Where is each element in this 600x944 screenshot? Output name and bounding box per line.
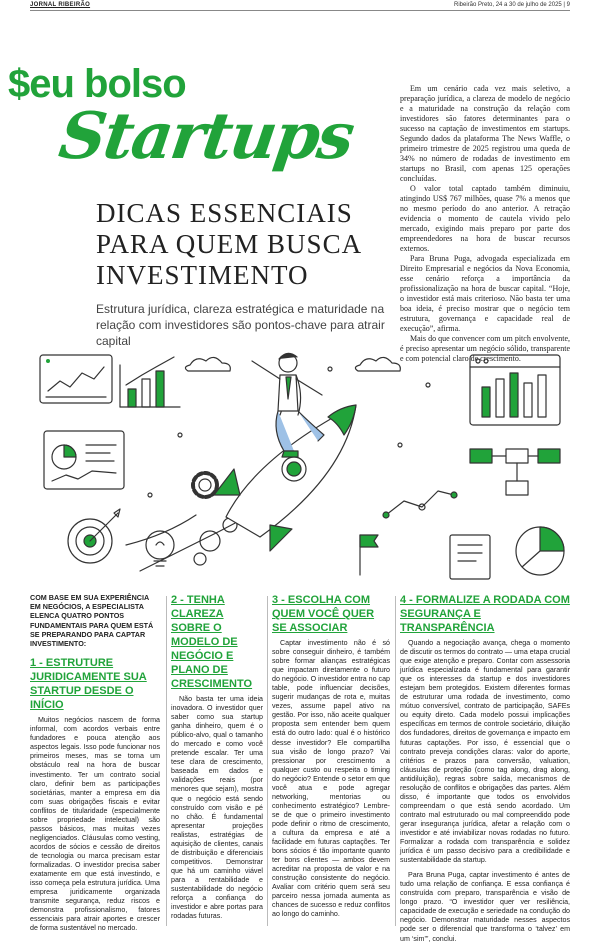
column-4 xyxy=(400,593,570,944)
column-body: Para Bruna Puga, captar investimento é antes de tudo uma relação de confiança. E essa confiança é construída com preparo, transparência e visão de longo prazo. “O investidor quer ver resiliência, capacidade de execução e seriedade na condução do negócio. Demonstrar maturidade nesses aspectos pode ser o diferencial que transforma o ‘talvez’ em um ‘sim’”, conclui. xyxy=(400,871,570,943)
headline-line: PARA QUEM BUSCA xyxy=(96,229,363,259)
kicker-title: Startups xyxy=(54,99,358,174)
column-divider xyxy=(395,596,396,926)
headline xyxy=(96,198,416,291)
column-divider xyxy=(267,596,268,926)
intro-text: COM BASE EM SUA EXPERIÊNCIA EM NEGÓCIOS, A ESPECIALISTA ELENCA QUATRO PONTOS FUNDAMENTAIS PARA QUEM ESTÁ SE PREPARANDO PARA CAPTAR INVESTIMENTO: xyxy=(30,593,154,649)
lead-paragraph: Para Bruna Puga, advogada especializada em Direito Empresarial e negócios da Nova Economia, esse cenário reforça a importância da profissionalização na hora de buscar capital. “Hoje, o investidor está mais criterioso. Não basta ter uma boa ideia, é preciso mostrar que o negócio tem estrutura, governança e capacidade real de execução”, afirma. xyxy=(400,254,570,333)
browser-window-icon xyxy=(470,355,560,425)
pie-chart-icon xyxy=(516,527,564,575)
column-heading: 4 - FORMALIZE A RODADA COM SEGURANÇA E TRANSPARÊNCIA xyxy=(400,594,570,634)
column-body: Quando a negociação avança, chega o momento de discutir os termos do contrato — uma etapa crucial que exige atenção e preparo. Contar com assessoria jurídica especializada é fundamental para garantir que os interesses da startup e dos investidores estejam bem protegidos. Existem diferentes formas de estruturar uma rodada de investimento, como mútuo conversível, contrato de participação, SAFEs ou equity direto. Cada modelo possui implicações específicas em termos de controle societário, diluição dos fundadores, direitos de governança e impacto em futuras captações. Por isso, é essencial que o contrato preveja condições claras: valor do aporte, critérios e prazos para conversão, valuation, cláusulas de proteção (como tag along, drag along, antidiluição), regras sobre saída, mecanismos de resolução de conflitos e obrigações das partes. Além disso, é importante que todos os envolvidos compreendam o que está sendo acordado. Um contrato mal estruturado ou mal compreendido pode gerar insegurança jurídica, afetar a relação com o investidor e até inviabilizar novas rodadas no futuro. Formalizar a rodada com transparência e solidez jurídica é um passo decisivo para a credibilidade e sustentabilidade da startup. xyxy=(400,639,570,865)
column-1 xyxy=(30,593,160,933)
header-rule xyxy=(30,10,570,11)
headline-line: DICAS ESSENCIAIS xyxy=(96,198,353,228)
column-heading: 1 - ESTRUTURE JURIDICAMENTE SUA STARTUP DESDE O INÍCIO xyxy=(30,657,147,712)
cloud-icon xyxy=(185,357,230,371)
column-body: Captar investimento não é só sobre conseguir dinheiro, é também sobre formar alianças estratégicas que impactam diretamente o futuro do negócio. O investidor entra no cap table, pode influenciar decisões, sugerir mudanças de rota e, muitas vezes, assume papel ativo na gestão. Por isso, não aceite qualquer proposta sem entender bem quem está do outro lado: qual é o histórico desse investidor? Ele compartilha sua visão de longo prazo? Vai pressionar por crescimento a qualquer custo ou respeita o timing do negócio? Entende o setor em que você atua e pode agregar networking, mentorias ou conhecimento estratégico? Lembre-se de que o primeiro investimento pode definir o ritmo de crescimento, a cultura da empresa e até a facilidade em futuras captações. Ter bons sócios é tão importante quanto ter bons clientes — ambos devem acreditar na proposta de valor e na construção consistente do negócio. Avaliar com critério quem será seu parceiro nessa jornada aumenta as chances de sucesso e reduz conflitos ao longo do caminho. xyxy=(272,639,390,919)
flowchart-icon xyxy=(470,449,560,495)
chart-window-icon xyxy=(40,355,112,403)
date-page: Ribeirão Preto, 24 a 30 de julho de 2025 | 9 xyxy=(454,2,570,8)
target-icon xyxy=(68,509,120,563)
dashboard-icon xyxy=(44,431,124,489)
column-heading: 3 - ESCOLHA COM QUEM VOCÊ QUER SE ASSOCIAR xyxy=(272,594,375,634)
lead-paragraph: Em um cenário cada vez mais seletivo, a preparação jurídica, a clareza de modelo de negócio e a maturidade na construção da relação com investidores são fatores determinantes para o sucesso na captação de investimentos em startups. Segundo dados da plataforma The News Waffle, o primeiro trimestre de 2025 registrou uma queda de 34% no número de rodadas de investimento em startups no Brasil, com apenas 125 operações concluídas. xyxy=(400,84,570,183)
section-title: $eu bolso xyxy=(8,62,186,106)
document-icon xyxy=(450,535,490,579)
subheadline: Estrutura jurídica, clareza estratégica e maturidade na relação com investidores são pontos-chave para atrair capital xyxy=(96,302,385,348)
gear-icon xyxy=(193,473,217,497)
line-graph-icon xyxy=(383,491,457,518)
lead-paragraph: O valor total captado também diminuiu, atingindo US$ 767 milhões, quase 7% a menos que no mesmo período do ano anterior. A retração evidencia o momento de cautela vivido pelo mercado, exigindo mais preparo por parte dos empreendedores na hora de buscar recursos externos. xyxy=(400,184,570,253)
startup-rocket-illustration xyxy=(30,345,570,585)
lead-paragraph: Mais do que convencer com um pitch envolvente, é preciso apresentar um negócio sólido, transparente e com potencial claro de crescimento. xyxy=(400,334,570,363)
column-2 xyxy=(171,593,263,921)
publication-name: JORNAL RIBEIRÃO xyxy=(30,2,91,8)
column-heading: 2 - TENHA CLAREZA SOBRE O MODELO DE NEGÓCIO E PLANO DE CRESCIMENTO xyxy=(171,594,253,690)
flag-icon xyxy=(360,535,378,575)
lead-column xyxy=(400,84,570,364)
bar-chart-icon xyxy=(120,357,180,407)
headline-line: INVESTIMENTO xyxy=(96,260,309,290)
cloud-icon xyxy=(355,357,400,371)
column-body: Muitos negócios nascem de forma informal, com acordos verbais entre fundadores e pouca atenção aos aspectos legais. Isso pode funcionar nos primeiros meses, mas se torna um obstáculo real na hora de buscar investimento. Ter um contrato social claro, definir bem as participações societárias, manter a empresa em dia com suas obrigações fiscais e evitar conflitos de titularidade (especialmente sobre propriedade intelectual) são passos básicos, mas muitas vezes negligenciados. Cláusulas como vesting, acordos de sócios e cessão de direitos de tecnologia ou marca precisam estar formalizadas. O investidor precisa saber exatamente em que está investindo, e isso começa pela estrutura jurídica. Uma empresa juridicamente organizada transmite segurança, reduz riscos e demonstra profissionalismo, fatores essenciais para atrair aportes e crescer de forma sustentável no mercado. xyxy=(30,716,160,933)
column-divider xyxy=(166,596,167,926)
column-body: Não basta ter uma ideia inovadora. O investidor quer saber como sua startup ganha dinheiro, quem é o público-alvo, qual o tamanho do mercado e como você pretende escalar. Ter uma tese clara de crescimento, baseada em dados e validações reais (por menores que sejam), mostra que o negócio está sendo construído com visão e pé no chão. É fundamental apresentar projeções realistas, estratégias de aquisição de clientes, canais de distribuição e diferenciais competitivos. Demonstrar que há um caminho viável para a rentabilidade e sustentabilidade do negócio reforça a confiança do investidor e abre portas para rodadas futuras. xyxy=(171,695,263,921)
column-3 xyxy=(272,593,390,919)
